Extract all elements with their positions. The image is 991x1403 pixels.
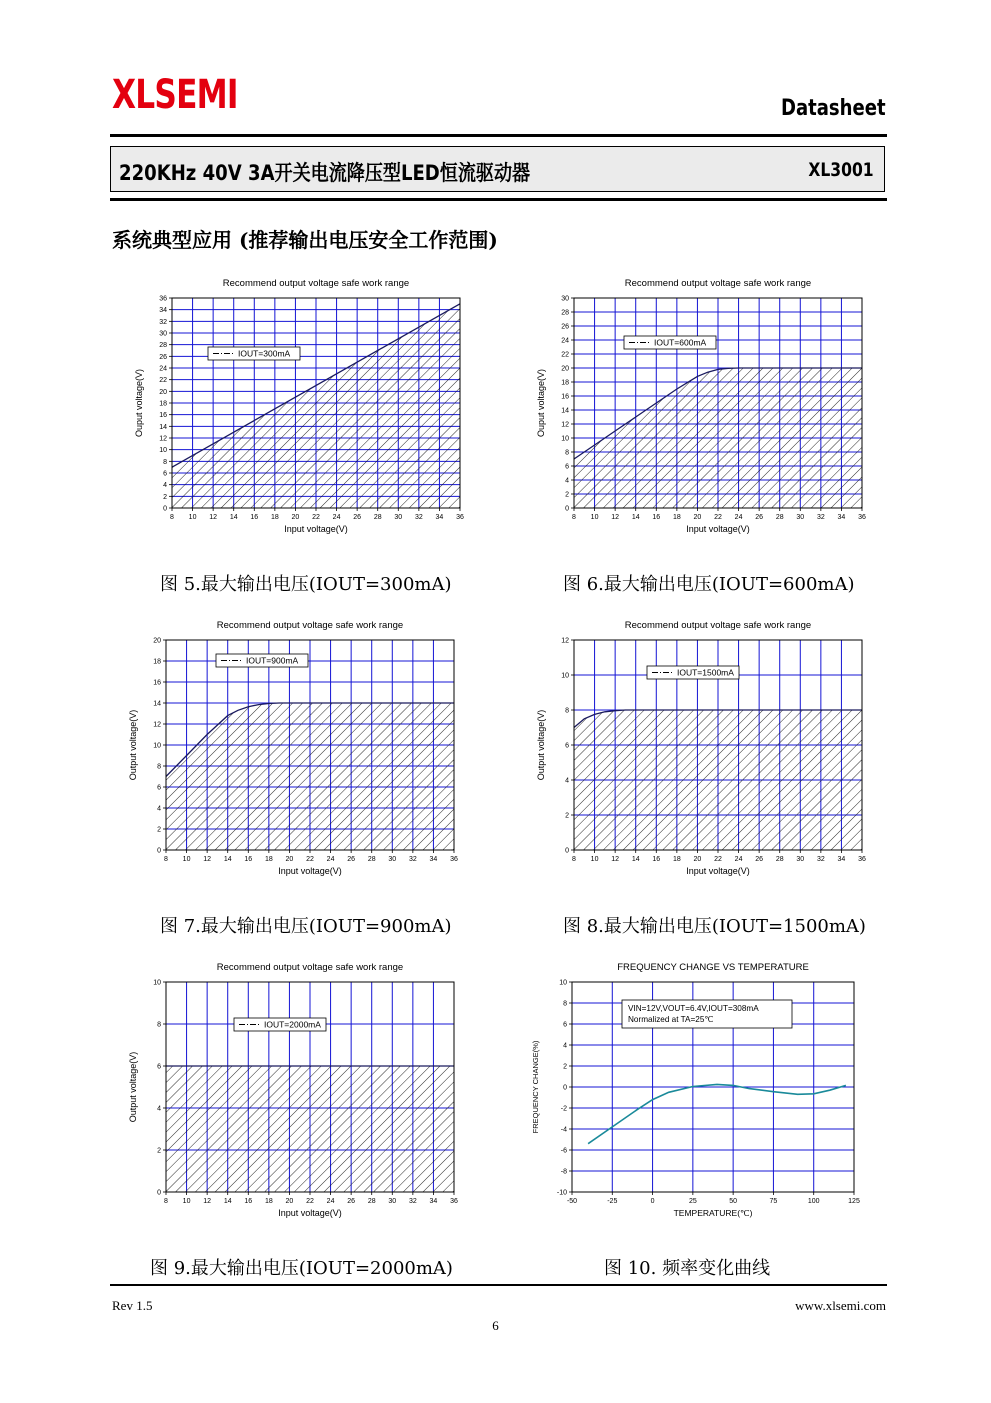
y-tick-label: 28 (561, 309, 569, 317)
y-tick-label: 16 (153, 679, 161, 687)
y-tick-label: 10 (561, 672, 569, 680)
y-tick-label: 8 (563, 1000, 567, 1008)
y-tick-label: 34 (159, 307, 167, 315)
footer-rule (110, 1284, 887, 1286)
x-tick-label: 26 (347, 1198, 356, 1205)
y-tick-label: -6 (560, 1147, 567, 1155)
x-tick-label: 8 (572, 514, 576, 521)
x-tick-label: 8 (164, 856, 168, 863)
y-tick-label: 18 (159, 400, 167, 408)
x-tick-label: 16 (244, 1198, 253, 1205)
product-title: 220KHz 40V 3A开关电流降压型LED恒流驱动器 (119, 161, 531, 185)
revision: Rev 1.5 (112, 1298, 153, 1313)
x-tick-label: 8 (164, 1198, 168, 1205)
y-tick-label: 12 (561, 637, 569, 645)
x-tick-label: 22 (306, 856, 314, 863)
part-number: XL3001 (808, 159, 874, 181)
y-axis-label: Output voltage(V) (128, 1051, 138, 1123)
y-tick-label: 4 (163, 482, 167, 490)
x-tick-label: 22 (306, 1198, 314, 1205)
x-tick-label: 16 (244, 856, 253, 863)
x-tick-label: 22 (714, 856, 722, 863)
y-axis-label: Ouput voltage(V) (134, 368, 144, 438)
x-tick-label: 26 (347, 856, 356, 863)
x-tick-label: 34 (435, 514, 444, 521)
y-tick-label: 0 (563, 1084, 567, 1092)
y-tick-label: 36 (159, 295, 167, 303)
x-tick-label: 30 (796, 514, 805, 521)
x-tick-label: 25 (688, 1198, 697, 1205)
x-axis-label: Input voltage(V) (278, 866, 342, 876)
xlsemi-logo: XLSEMI (112, 72, 238, 118)
y-tick-label: 2 (163, 493, 167, 501)
y-tick-label: 0 (565, 847, 569, 855)
x-tick-label: 34 (429, 1198, 438, 1205)
chart-iout-900ma (124, 614, 464, 894)
x-tick-label: 26 (755, 856, 764, 863)
x-tick-label: 20 (285, 856, 294, 863)
y-tick-label: 2 (157, 826, 161, 834)
caption-fig7: 图 7.最大输出电压(IOUT=900mA) (160, 916, 452, 937)
legend-label: IOUT=2000mA (264, 1019, 321, 1030)
y-tick-label: 2 (565, 812, 569, 820)
x-tick-label: 8 (170, 514, 174, 521)
y-tick-label: 10 (559, 979, 567, 987)
x-tick-label: 125 (848, 1198, 860, 1205)
y-tick-label: 0 (157, 1189, 161, 1197)
y-tick-label: 30 (561, 295, 569, 303)
x-tick-label: 34 (837, 514, 846, 521)
x-tick-label: 32 (816, 856, 825, 863)
x-tick-label: 28 (775, 856, 784, 863)
y-tick-label: -2 (560, 1105, 567, 1113)
safe-area-hatch (574, 368, 862, 508)
y-tick-label: 2 (563, 1063, 567, 1071)
x-tick-label: 12 (611, 856, 620, 863)
x-tick-label: 22 (714, 514, 722, 521)
x-tick-label: 14 (223, 1198, 232, 1205)
y-tick-label: 4 (157, 1105, 161, 1113)
y-tick-label: 6 (563, 1021, 567, 1029)
x-tick-label: 10 (182, 1198, 191, 1205)
x-tick-label: 20 (291, 514, 300, 521)
chart-title: Recommend output voltage safe work range (624, 620, 812, 631)
x-tick-label: 36 (450, 856, 458, 863)
chart-title: Recommend output voltage safe work range (216, 620, 404, 631)
y-tick-label: 10 (561, 435, 569, 443)
legend-label: IOUT=900mA (246, 655, 299, 666)
x-tick-label: 28 (367, 856, 376, 863)
section-heading: 系统典型应用 (推荐输出电压安全工作范围) (112, 228, 498, 252)
x-tick-label: 18 (270, 514, 279, 521)
y-tick-label: 6 (163, 470, 167, 478)
y-tick-label: 4 (563, 1042, 567, 1050)
x-tick-label: 36 (456, 514, 464, 521)
x-tick-label: -50 (566, 1198, 578, 1205)
x-tick-label: 24 (734, 856, 743, 863)
x-axis-label: Input voltage(V) (686, 866, 750, 876)
y-tick-label: 20 (153, 637, 161, 645)
safe-area-hatch (574, 710, 862, 850)
x-tick-label: 30 (388, 856, 397, 863)
x-tick-label: 12 (611, 514, 620, 521)
safe-area-hatch (166, 703, 454, 850)
x-tick-label: -25 (607, 1198, 618, 1205)
header-rule (110, 134, 887, 137)
legend-label: IOUT=600mA (654, 337, 707, 348)
y-tick-label: 24 (561, 337, 569, 345)
x-axis-label: Input voltage(V) (278, 1208, 342, 1218)
x-tick-label: 32 (408, 1198, 417, 1205)
y-tick-label: 6 (565, 463, 569, 471)
x-tick-label: 10 (188, 514, 197, 521)
x-tick-label: 10 (182, 856, 191, 863)
y-tick-label: 4 (157, 805, 161, 813)
x-tick-label: 28 (373, 514, 382, 521)
x-tick-label: 24 (332, 514, 341, 521)
caption-fig9: 图 9.最大输出电压(IOUT=2000mA) (150, 1258, 453, 1279)
y-tick-label: 28 (159, 342, 167, 350)
chart-iout-300ma (130, 272, 470, 552)
x-tick-label: 24 (326, 856, 335, 863)
website-link[interactable]: www.xlsemi.com (795, 1298, 886, 1313)
y-tick-label: 4 (565, 477, 569, 485)
x-axis-label: Input voltage(V) (284, 524, 348, 534)
y-axis-label: Output voltage(V) (536, 709, 546, 781)
x-tick-label: 8 (572, 856, 576, 863)
caption-fig8: 图 8.最大输出电压(IOUT=1500mA) (563, 916, 866, 937)
legend-line-text: VIN=12V,VOUT=6.4V,IOUT=308mA (628, 1004, 759, 1013)
y-tick-label: 10 (159, 447, 167, 455)
y-axis-label: Ouput voltage(V) (536, 368, 546, 438)
y-tick-label: 14 (561, 407, 569, 415)
y-tick-label: 20 (561, 365, 569, 373)
x-tick-label: 14 (223, 856, 232, 863)
y-tick-label: -4 (560, 1126, 567, 1134)
x-tick-label: 24 (734, 514, 743, 521)
y-tick-label: 8 (565, 707, 569, 715)
y-tick-label: 6 (157, 1063, 161, 1071)
x-tick-label: 14 (631, 856, 640, 863)
x-tick-label: 24 (326, 1198, 335, 1205)
x-tick-label: 16 (652, 514, 661, 521)
y-axis-label: FREQUENCY CHANGE(%) (531, 1040, 540, 1134)
y-tick-label: 26 (561, 323, 569, 331)
caption-fig10: 图 10. 频率变化曲线 (604, 1258, 771, 1279)
chart-title: Recommend output voltage safe work range (624, 278, 812, 289)
y-tick-label: 30 (159, 330, 167, 338)
caption-fig5: 图 5.最大输出电压(IOUT=300mA) (160, 574, 452, 595)
y-tick-label: -10 (556, 1189, 567, 1197)
y-tick-label: 26 (159, 353, 167, 361)
y-tick-label: 6 (157, 784, 161, 792)
x-tick-label: 20 (285, 1198, 294, 1205)
x-tick-label: 75 (769, 1198, 778, 1205)
safe-area-hatch (166, 1066, 454, 1192)
x-tick-label: 32 (414, 514, 423, 521)
y-tick-label: 0 (157, 847, 161, 855)
x-tick-label: 32 (816, 514, 825, 521)
y-tick-label: 18 (153, 658, 161, 666)
y-tick-label: -8 (560, 1168, 567, 1176)
frequency-curve (588, 1084, 846, 1143)
x-tick-label: 36 (858, 856, 866, 863)
x-tick-label: 28 (367, 1198, 376, 1205)
y-tick-label: 12 (153, 721, 161, 729)
y-axis-label: Output voltage(V) (128, 709, 138, 781)
chart-title: Recommend output voltage safe work range (222, 278, 410, 289)
chart-iout-600ma (532, 272, 872, 552)
y-tick-label: 24 (159, 365, 167, 373)
x-tick-label: 36 (450, 1198, 458, 1205)
x-tick-label: 16 (652, 856, 661, 863)
x-tick-label: 10 (590, 514, 599, 521)
y-tick-label: 12 (159, 435, 167, 443)
x-tick-label: 14 (229, 514, 238, 521)
x-tick-label: 100 (807, 1198, 820, 1205)
title-bar (110, 146, 885, 192)
x-axis-label: Input voltage(V) (686, 524, 750, 534)
x-tick-label: 16 (250, 514, 259, 521)
y-tick-label: 2 (157, 1147, 161, 1155)
chart-title: Recommend output voltage safe work range (216, 962, 404, 973)
caption-fig6: 图 6.最大输出电压(IOUT=600mA) (563, 574, 855, 595)
x-tick-label: 20 (693, 856, 702, 863)
page-number: 6 (492, 1318, 499, 1333)
y-tick-label: 10 (153, 742, 161, 750)
y-tick-label: 8 (157, 1021, 161, 1029)
x-axis-label: TEMPERATURE(℃) (673, 1208, 753, 1218)
y-tick-label: 16 (159, 412, 167, 420)
x-tick-label: 12 (203, 1198, 212, 1205)
y-tick-label: 10 (153, 979, 161, 987)
y-tick-label: 20 (159, 388, 167, 396)
x-tick-label: 12 (203, 856, 212, 863)
y-tick-label: 14 (159, 423, 167, 431)
y-tick-label: 22 (159, 377, 167, 385)
y-tick-label: 12 (561, 421, 569, 429)
x-tick-label: 18 (672, 856, 681, 863)
x-tick-label: 18 (264, 856, 273, 863)
x-tick-label: 22 (312, 514, 320, 521)
y-tick-label: 16 (561, 393, 569, 401)
title-rule (110, 198, 887, 201)
y-tick-label: 14 (153, 700, 161, 708)
y-tick-label: 22 (561, 351, 569, 359)
x-tick-label: 30 (394, 514, 403, 521)
legend-label: IOUT=300mA (238, 348, 291, 359)
x-tick-label: 28 (775, 514, 784, 521)
y-tick-label: 4 (565, 777, 569, 785)
datasheet-label: Datasheet (781, 96, 886, 121)
y-tick-label: 6 (565, 742, 569, 750)
x-tick-label: 34 (837, 856, 846, 863)
x-tick-label: 12 (209, 514, 218, 521)
y-tick-label: 8 (163, 458, 167, 466)
x-tick-label: 18 (264, 1198, 273, 1205)
y-tick-label: 0 (163, 505, 167, 513)
x-tick-label: 26 (755, 514, 764, 521)
x-tick-label: 30 (388, 1198, 397, 1205)
x-tick-label: 30 (796, 856, 805, 863)
legend-label: IOUT=1500mA (677, 667, 734, 678)
chart-iout-1500ma (532, 614, 872, 894)
x-tick-label: 10 (590, 856, 599, 863)
x-tick-label: 50 (729, 1198, 738, 1205)
x-tick-label: 0 (650, 1198, 655, 1205)
x-tick-label: 18 (672, 514, 681, 521)
x-tick-label: 34 (429, 856, 438, 863)
y-tick-label: 8 (157, 763, 161, 771)
x-tick-label: 26 (353, 514, 362, 521)
y-tick-label: 18 (561, 379, 569, 387)
x-tick-label: 32 (408, 856, 417, 863)
x-tick-label: 36 (858, 514, 866, 521)
chart-title: FREQUENCY CHANGE VS TEMPERATURE (617, 962, 809, 973)
legend-line-text: Normalized at TA=25℃ (628, 1015, 714, 1024)
y-tick-label: 0 (565, 505, 569, 513)
chart-iout-2000ma (124, 956, 464, 1236)
y-tick-label: 8 (565, 449, 569, 457)
y-tick-label: 32 (159, 318, 167, 326)
x-tick-label: 14 (631, 514, 640, 521)
x-tick-label: 20 (693, 514, 702, 521)
chart-frequency-vs-temperature (524, 956, 874, 1236)
y-tick-label: 2 (565, 491, 569, 499)
